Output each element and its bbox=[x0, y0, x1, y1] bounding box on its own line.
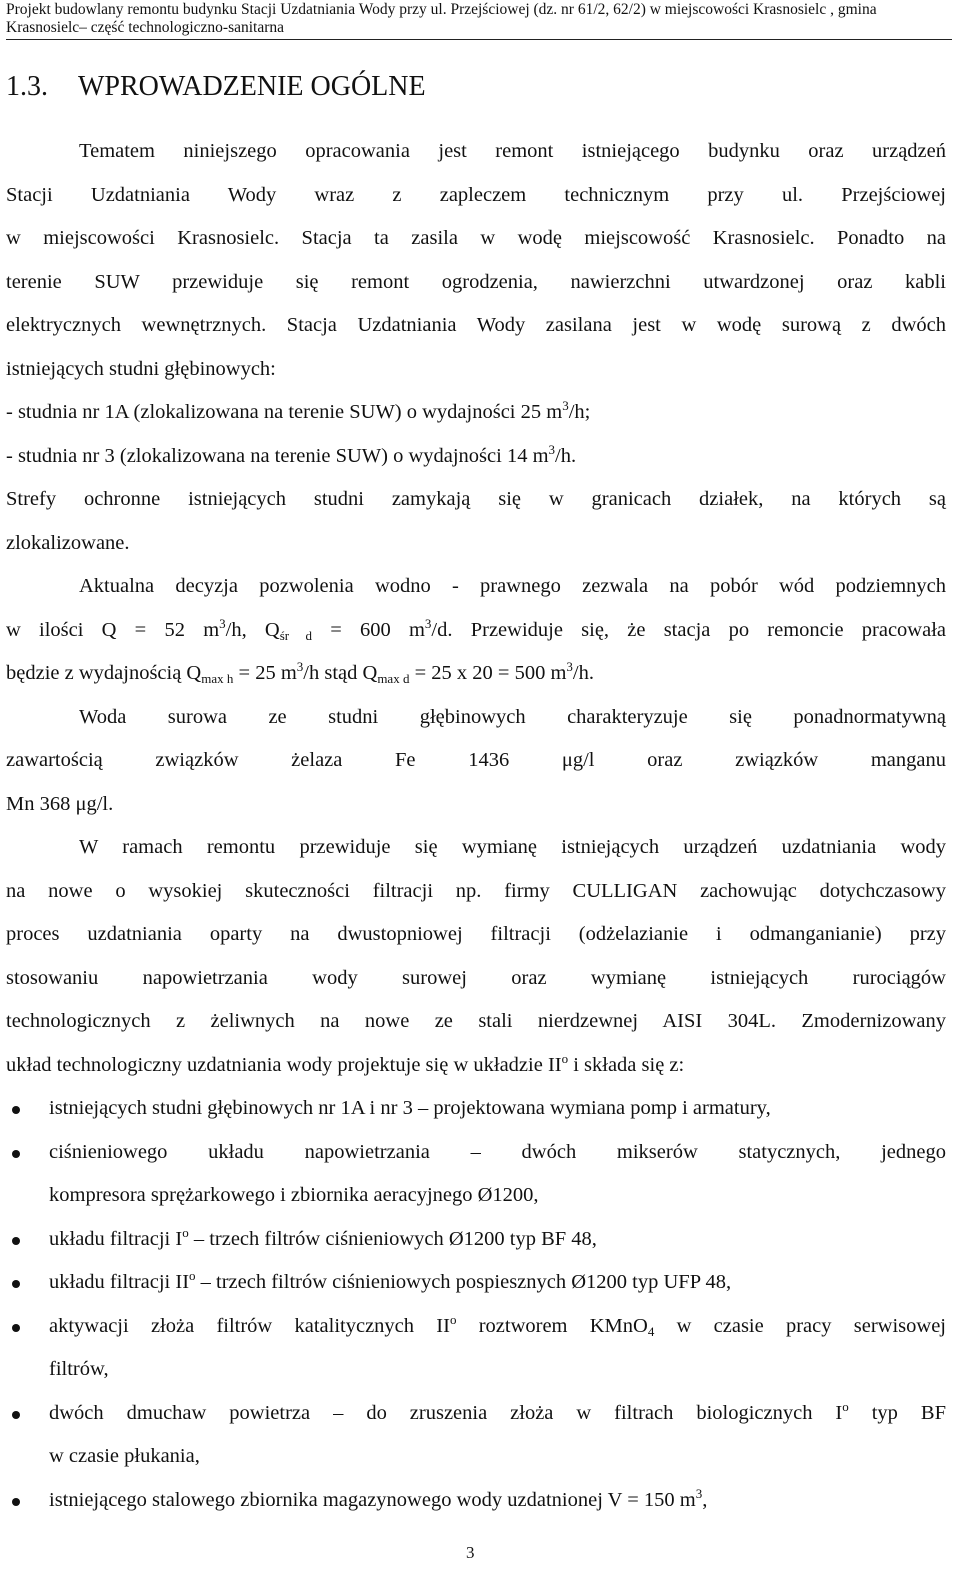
header-line-1: Projekt budowlany remontu budynku Stacji Uzdatniania Wody przy ul. Przejściowej (dz. nr 61/2, 62/2) w miejscowości Krasnosielc , gmina bbox=[6, 1, 877, 18]
section-title: WPROWADZENIE OGÓLNE bbox=[78, 71, 426, 102]
well-2-line bbox=[6, 435, 946, 479]
list-item-text: w czasie płukania, bbox=[49, 1445, 200, 1467]
body-text bbox=[6, 130, 946, 1522]
para2-line: zlokalizowane. bbox=[6, 531, 130, 554]
list-item bbox=[6, 1479, 946, 1523]
list-item-text bbox=[49, 1479, 946, 1523]
para4-line: zawartością związków żelaza Fe 1436 μg/l oraz związków manganu bbox=[6, 749, 946, 771]
text-run: /h. bbox=[572, 662, 594, 684]
para5-line bbox=[6, 1044, 946, 1088]
subscript: max h bbox=[201, 671, 234, 686]
text-run: , bbox=[702, 1488, 708, 1511]
text-run: – trzech filtrów ciśnieniowych pospiesznych Ø1200 typ UFP 48, bbox=[195, 1271, 732, 1293]
bullet-icon bbox=[12, 1237, 20, 1245]
list-item-text bbox=[49, 1218, 946, 1262]
superscript: o bbox=[189, 1268, 196, 1283]
para3-line bbox=[6, 652, 946, 696]
list-item bbox=[6, 1131, 946, 1218]
para1-line: istniejących studni głębinowych: bbox=[6, 357, 276, 380]
list-item bbox=[6, 1261, 946, 1305]
para1-line: elektrycznych wewnętrznych. Stacja Uzdatniania Wody zasilana jest w wodę surową z dwóch bbox=[6, 314, 946, 336]
para5-line: stosowaniu napowietrzania wody surowej oraz wymianę istniejących rurociągów bbox=[6, 966, 946, 989]
bullet-icon bbox=[12, 1498, 20, 1506]
bullet-icon bbox=[12, 1150, 20, 1158]
list-item bbox=[6, 1305, 946, 1392]
para5-line: proces uzdatniania oparty na dwustopniowej filtracji (odżelazianie i odmanganianie) przy bbox=[6, 923, 946, 945]
para1-line: terenie SUW przewiduje się remont ogrodzenia, nawierzchni utwardzonej oraz kabli bbox=[6, 270, 946, 293]
list-item-text: ciśnieniowego układu napowietrzania – dwóch mikserów statycznych, jednego bbox=[49, 1140, 946, 1163]
text-run: typ BF bbox=[848, 1401, 946, 1424]
text-run: istniejącego stalowego zbiornika magazynowego wody uzdatnionej V = 150 m bbox=[49, 1488, 696, 1511]
list-item-text: filtrów, bbox=[49, 1358, 109, 1380]
list-item bbox=[6, 1087, 946, 1131]
para5-line: na nowe o wysokiej skuteczności filtracji np. firmy CULLIGAN zachowując dotychczasowy bbox=[6, 879, 946, 902]
page-number: 3 bbox=[466, 1543, 475, 1562]
section-heading bbox=[6, 70, 426, 104]
well-2-text: - studnia nr 3 (zlokalizowana na terenie SUW) o wydajności 14 m bbox=[6, 444, 549, 467]
text-run: układu filtracji II bbox=[49, 1271, 190, 1293]
text-run: w ilości Q = 52 m bbox=[6, 618, 220, 641]
superscript: o bbox=[561, 1050, 569, 1066]
subscript: śr d bbox=[279, 627, 312, 643]
section-number: 1.3. bbox=[6, 71, 48, 102]
para1-line: w miejscowości Krasnosielc. Stacja ta zasila w wodę miejscowość Krasnosielc. Ponadto na bbox=[6, 227, 946, 249]
subscript: max d bbox=[377, 671, 410, 686]
bullet-icon bbox=[12, 1106, 20, 1114]
text-run: układu filtracji I bbox=[49, 1227, 183, 1250]
text-run: aktywacji złoża filtrów katalitycznych II bbox=[49, 1314, 450, 1337]
superscript: o bbox=[449, 1311, 457, 1327]
list-item bbox=[6, 1218, 946, 1262]
list-item-text bbox=[49, 1392, 946, 1436]
text-run: układ technologiczny uzdatniania wody projektuje się w układzie II bbox=[6, 1053, 562, 1076]
subscript: 4 bbox=[647, 1323, 655, 1339]
para3-line bbox=[6, 609, 946, 653]
bullet-icon bbox=[12, 1324, 20, 1332]
para2-line: Strefy ochronne istniejących studni zamykają się w granicach działek, na których są bbox=[6, 488, 946, 510]
superscript: 3 bbox=[562, 398, 569, 413]
text-run: = 25 m bbox=[233, 662, 297, 684]
para4-line: Mn 368 μg/l. bbox=[6, 792, 114, 815]
list-item-text: istniejących studni głębinowych nr 1A i nr 3 – projektowana wymiana pomp i armatury, bbox=[49, 1097, 771, 1119]
para5-line: technologicznych z żeliwnych na nowe ze stali nierdzewnej AISI 304L. Zmodernizowany bbox=[6, 1010, 946, 1032]
superscript: 3 bbox=[566, 659, 573, 674]
text-run: dwóch dmuchaw powietrza – do zruszenia złoża w filtrach biologicznych I bbox=[49, 1401, 843, 1424]
text-run: będzie z wydajnością Q bbox=[6, 662, 202, 684]
text-run: = 600 m bbox=[312, 618, 425, 641]
text-run: roztworem KMnO bbox=[456, 1314, 648, 1337]
header-line-2: Krasnosielc– część technologiczno-sanitarna bbox=[6, 19, 285, 36]
superscript: 3 bbox=[548, 441, 556, 457]
well-1-unit: /h; bbox=[568, 401, 591, 423]
superscript: o bbox=[842, 1398, 849, 1414]
superscript: 3 bbox=[695, 1485, 703, 1501]
text-run: = 25 x 20 = 500 m bbox=[409, 662, 567, 684]
superscript: 3 bbox=[424, 615, 432, 631]
superscript: o bbox=[182, 1224, 189, 1240]
list-item-text bbox=[49, 1305, 946, 1349]
text-run: /h, Q bbox=[225, 618, 280, 641]
running-header bbox=[6, 1, 952, 40]
para5-line: W ramach remontu przewiduje się wymianę istniejących urządzeń uzdatniania wody bbox=[79, 836, 946, 858]
list-item bbox=[6, 1392, 946, 1479]
component-list bbox=[6, 1087, 946, 1522]
superscript: 3 bbox=[296, 659, 304, 674]
bullet-icon bbox=[12, 1280, 20, 1288]
para1-line: Stacji Uzdatniania Wody wraz z zapleczem technicznym przy ul. Przejściowej bbox=[6, 183, 946, 206]
bullet-icon bbox=[12, 1411, 20, 1419]
para4-line: Woda surowa ze studni głębinowych charakteryzuje się ponadnormatywną bbox=[79, 705, 946, 728]
text-run: i składa się z: bbox=[568, 1053, 685, 1076]
para1-line: Tematem niniejszego opracowania jest remont istniejącego budynku oraz urządzeń bbox=[79, 140, 946, 162]
well-1-line bbox=[6, 391, 946, 435]
text-run: – trzech filtrów ciśnieniowych Ø1200 typ BF 48, bbox=[188, 1227, 597, 1250]
text-run: w czasie pracy serwisowej bbox=[654, 1314, 946, 1337]
superscript: 3 bbox=[219, 615, 226, 631]
list-item-text: kompresora sprężarkowego i zbiornika aeracyjnego Ø1200, bbox=[49, 1184, 539, 1206]
well-2-unit: /h. bbox=[555, 444, 577, 467]
text-run: /h stąd Q bbox=[303, 662, 378, 684]
text-run: /d. Przewiduje się, że stacja po remoncie pracowała bbox=[431, 618, 947, 641]
list-item-text bbox=[49, 1261, 946, 1305]
para3-line: Aktualna decyzja pozwolenia wodno - prawnego zezwala na pobór wód podziemnych bbox=[79, 575, 946, 597]
well-1-text: - studnia nr 1A (zlokalizowana na terenie SUW) o wydajności 25 m bbox=[6, 401, 563, 423]
